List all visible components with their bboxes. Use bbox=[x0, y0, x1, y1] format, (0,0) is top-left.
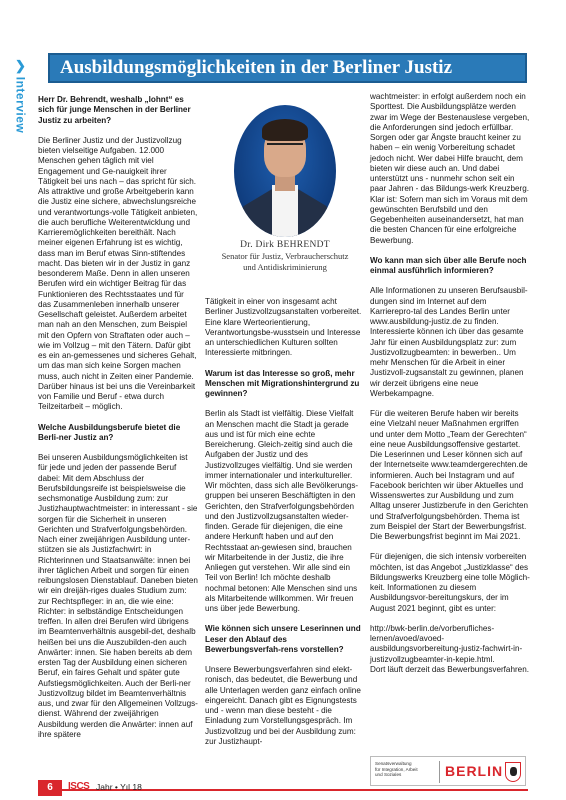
question: Warum ist das Interesse so groß, mehr Menschen mit Migrationshintergrund zu gewinnen? bbox=[205, 368, 360, 398]
answer-paragraph: Für die weiteren Berufe haben wir bereits eine Vielzahl neuer Maßnahmen ergriffen und unter dem Motto „Team der Gerechten“ eine neue Ausbildungsoffensive gestartet. Die Leserinnen und Leser können sich auf der Internetseite www.teamdergerechten.de informieren. Auch bei Instagram und auf Facebook berichten wir über Aktuelles und Wissenswertes zur Ausbildung und zum Alltag unserer Justizberufe in den Gerichten und Strafverfolgungsbehörden. Thema ist zum Beispiel der Start der Bewerbungsfrist. Die Bewerbungsfrist beginnt im Mai 2021. bbox=[370, 409, 529, 541]
answer-paragraph: Berlin als Stadt ist vielfältig. Diese Vielfalt an Menschen macht die Stadt ja gerade aus und ist für mich eine echte Bereicherung. Gleich-zeitig sind auch die Aufgaben der Justiz und des Justizvollzuges vielfältig. Und sie werden immer internationaler und interkultureller. Wir möchten, dass sich alle Bevölkerungs-gruppen bei unseren Beschäftigten in den Gerichten, den Strafverfolgungsbehörden und den Justizvollzugsanstalten wieder-finden. Gerade für diejenigen, die eine andere Herkunft haben und auf den Rechtsstaat an-gewiesen sind, brauchen wir Mitarbeitende in der Justiz, die ihre Anliegen gut verstehen. Wir alle sind ein Teil von Berlin! Ich möchte deshalb nochmal betonen: Alle Menschen sind uns als Mitarbeitende willkommen. Wir freuen uns über jede Bewerbung. bbox=[205, 409, 359, 613]
question: Wo kann man sich über alle Berufe noch einmal ausführlich informieren? bbox=[370, 255, 527, 275]
caption-role: Senator für Justiz, Verbraucherschutz bbox=[221, 251, 349, 261]
column-1 bbox=[38, 95, 198, 750]
question: Welche Ausbildungsberufe bietet die Berli-ner Justiz an? bbox=[38, 422, 181, 442]
portrait-neck bbox=[275, 175, 295, 191]
column-3 bbox=[370, 92, 530, 685]
section-tab bbox=[13, 58, 28, 134]
column-2 bbox=[205, 297, 363, 757]
question: Herr Dr. Behrendt, weshalb „lohnt“ es sich für junge Menschen in der Berliner Justiz zu arbeiten? bbox=[38, 95, 191, 125]
senate-label: Senatsverwaltung für Integration, Arbeit und Soziales bbox=[375, 761, 418, 778]
article-header bbox=[48, 53, 527, 83]
answer-paragraph: Alle Informationen zu unseren Berufsausbil-dungen sind im Internet auf dem Karrierepro-tal des Landes Berlin unter www.ausbildung-justiz.de zu finden. Interessierte können ich über das gesamte Jahr für einen Ausbildungsplatz zur: zum Justizvollzugbeamten: in bewerben.. Um mehr Menschen für die Arbeit in einer Justizvoll-zugsanstalt zu gewinnen, planen wir derzeit übrigens eine neue Werbekampagne. bbox=[370, 286, 528, 398]
answer-paragraph: Tätigkeit in einer von insgesamt acht Berliner Justizvollzugsanstalten vorbereitet. Eine klare Werteorientierung, Verantwortungsbe-wusstsein und Interesse an unterschiedlichen Kulturen sollten Interessierte mitbringen. bbox=[205, 297, 362, 358]
answer-paragraph: Die Berliner Justiz und der Justizvollzug bieten vielseitige Aufgaben. 12.000 Menschen gehen täglich mit viel Engagement und Ge-nauigkeit ihrer Tätigkeit bei uns nach – das spricht für sich. Als attraktive und große Arbeitgeberin kann die Justiz eine sichere, abwechslungsreiche und verantwortungs-volle Tätigkeit anbieten, die auch berufliche Weiterentwicklung und Karrieremöglichkeiten bereithält. Nach meiner eigenen Erfahrung ist es wichtig, dass man im Beruf etwas Sinn-stiftendes macht. Das bieten wir in der Justiz in ganz besonderem Maße. Denn in allen unseren Berufen wird ein wichtiger Beitrag für das Funktionieren des Rechtsstaates und für das Zusammenleben innerhalb unserer Gesellschaft geleistet. Außerdem arbeitet man nah an den Menschen, zum Beispiel mit den Opfern von Straftaten oder auch – wie im Vollzug – mit den Tätern. Dafür gibt es ein an-gemessenes und sicheres Gehalt, um das man sich keine Sorgen machen muss, auch nicht in Zeiten einer Pandemie. Darüber hinaus ist bei uns die Vereinbarkeit von Familie und Beruf - etwa durch Teilzeitarbeit – möglich. bbox=[38, 135, 198, 412]
portrait-photo bbox=[234, 105, 336, 237]
portrait-glasses bbox=[267, 143, 303, 151]
answer-paragraph: Unsere Bewerbungsverfahren sind elekt-ronisch, das bedeutet, die Bewerbung und alle Unterlagen werden ganz einfach online eingereicht. Danach gibt es Eignungstests und - wenn man diese besteht - die Einladung zum Vorstellungsgespräch. Im Justizvollzug und bei der Ausbildung zum: zur Justizhaupt- bbox=[205, 665, 361, 746]
question: Wie können sich unsere Leserinnen und Leser den Ablauf des Bewerbungsverfah-rens vorstellen? bbox=[205, 624, 361, 654]
issue-year: Jahr • Yıl 18 bbox=[96, 782, 142, 792]
portrait-hair bbox=[262, 119, 308, 141]
answer-paragraph: Für diejenigen, die sich intensiv vorbereiten möchten, ist das Angebot „Justizklasse“ des Bildungswerks Kreuzberg eine tolle Möglich-keit. Informationen zu diesem Ausbildungsvor-bereitungskurs, der im August 2021 beginnt, gibt es unter: bbox=[370, 552, 530, 613]
portrait-shirt bbox=[272, 185, 298, 237]
section-label: Interview bbox=[13, 76, 28, 134]
answer-paragraph: wachtmeister: in erfolgt außerdem noch ein Sporttest. Die Ausbildungsplätze werden zwar im Wege der Bestenauslese vergeben, die Anforderungen sind jedoch erfüllbar. Sorgen oder gar Ängste braucht keiner zu haben – ein wenig Vorbereitung schadet jedoch nicht. Wer dabei Hilfe braucht, dem bieten wir diese auch an. Und dabei unterstützt uns - nunmehr schon seit ein paar Jahren - das Bildungs-werk Kreuzberg. Klar ist: Sofern man sich im Voraus mit dem gewünschten Berufsbild und den Gegebenheiten auseinandersetzt, hat man die besten Chancen für eine erfolgreiche Bewerbung. bbox=[370, 92, 530, 245]
magazine-logo: ISCS bbox=[68, 781, 90, 792]
article-title: Ausbildungsmöglichkeiten in der Berliner Justiz bbox=[60, 57, 453, 78]
chevron-right-icon: ❯ bbox=[15, 58, 26, 73]
photo-caption bbox=[210, 240, 360, 273]
answer-paragraph: Bei unseren Ausbildungsmöglichkeiten ist für jede und jeden der passende Beruf dabei: Mit dem Abschluss der Berufsbildungsreife ist beispielsweise die sechsmonatige Ausbildung zum: zur Justizhauptwachtmeister: in interessant - sie sorgen für die Sicherheit in unseren Gerichten und Strafverfolgungsbehörden. Nach einer zweijährigen Ausbildung unter-stützen sie als Justizfachwirt: in Richterinnen und Staatsanwälte: innen bei ihrer täglichen Arbeit und sorgen für einen reibungslosen Dienstablauf. Daneben bieten wir ein dreijäh-riges duales Studium zum: zur Rechtspfleger: in an, die wie eine: Richter: in selbständige Entscheidungen treffen. In allen drei Berufen wird übrigens im Beamtenverhältnis ausgebil-det, deshalb heißen bei uns die Auszubilden-den auch Anwärter: innen. Sie haben bereits ab dem ersten Tag der Ausbildung einen sicheren Beruf, ein faires Gehalt und später gute Aufstiegsmöglichkeiten. Auch der Berli-ner Justizvollzug bildet im Beamtenverhältnis aus, und zwar für den Allgemeinen Vollzugs-dienst. Während der zweijährigen Ausbildung werden die Anwärter: innen auf ihre spätere bbox=[38, 453, 198, 739]
link-paragraph: http://bwk-berlin.de/vorberufliches-lernen/avoed/avoed-ausbildungsvorbereitung-justiz-fachwirt-in-justizvollzugbeamter-in-kepie.html. Dort läuft derzeit das Bewerbungsverfahren. bbox=[370, 623, 529, 674]
caption-name: Dr. Dirk BEHRENDT bbox=[240, 240, 330, 250]
caption-role: und Antidiskriminierung bbox=[243, 262, 327, 272]
page-footer bbox=[0, 775, 566, 800]
page-number: 6 bbox=[38, 780, 62, 796]
berlin-wordmark: BERLIN bbox=[445, 763, 504, 779]
